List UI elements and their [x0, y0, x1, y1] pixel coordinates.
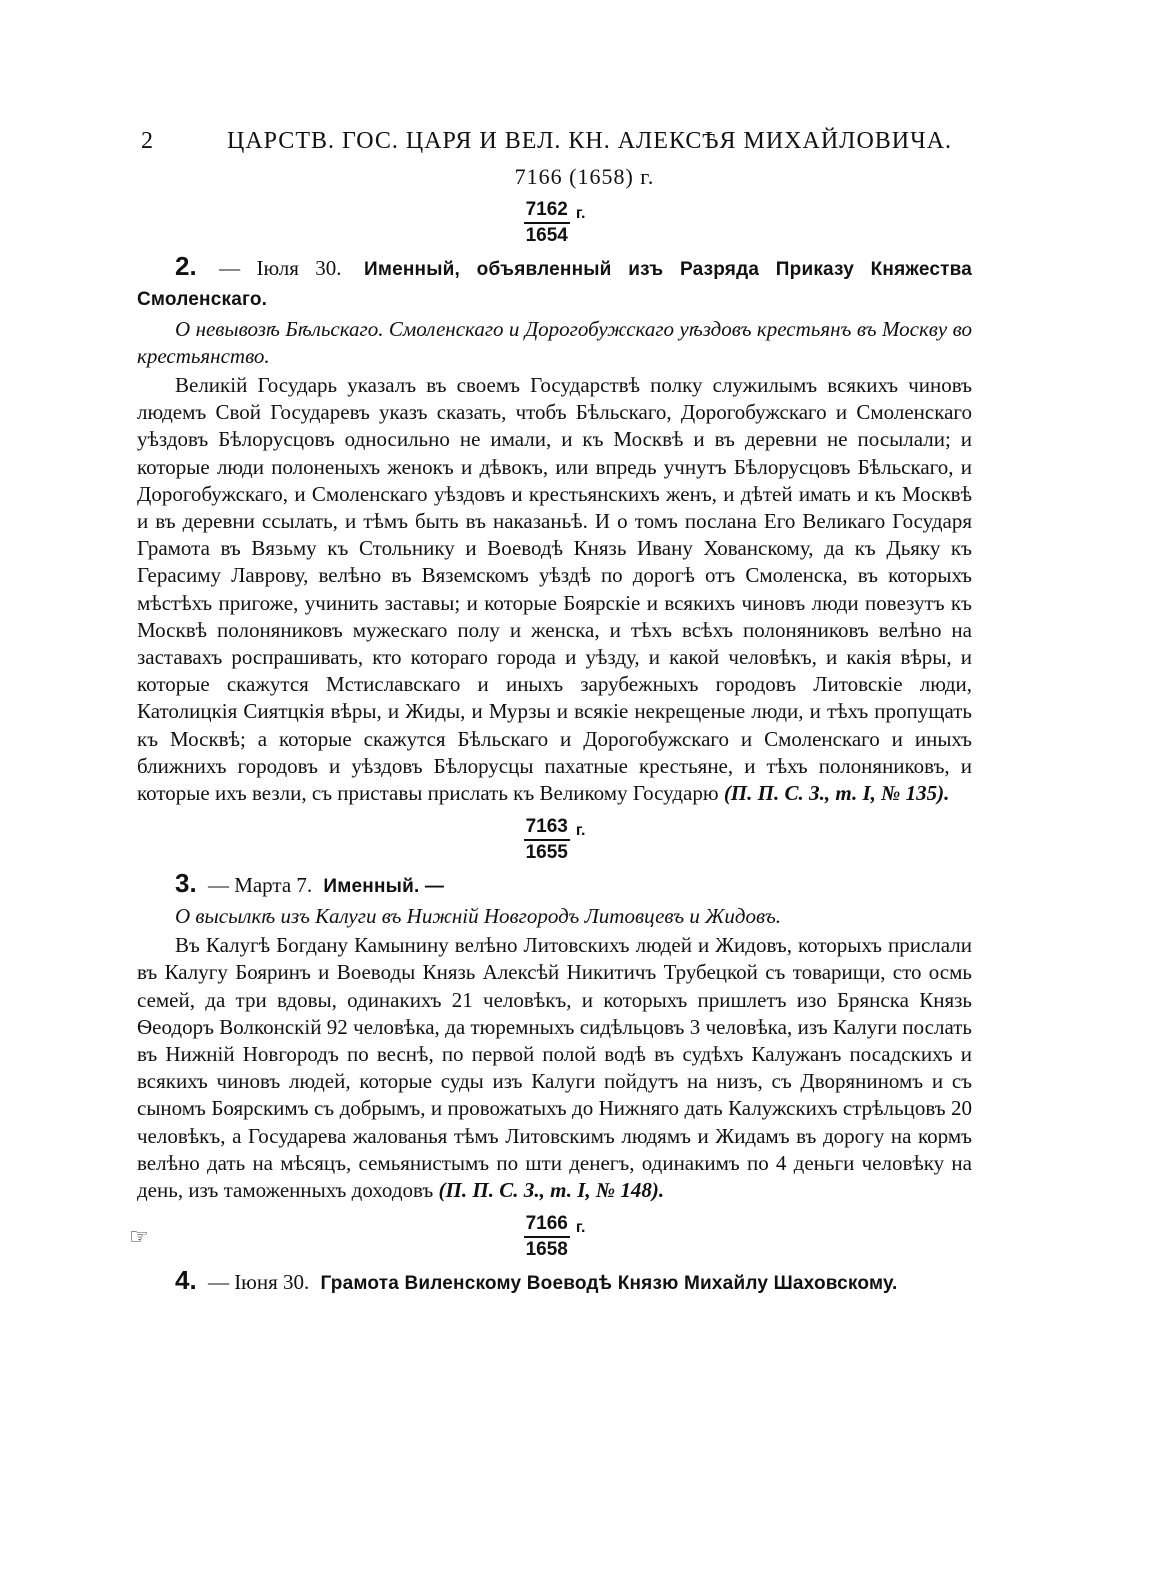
entry-body-text: Въ Калугѣ Богдану Камынину велѣно Литовскихъ людей и Жидовъ, которыхъ прислали въ Калугу Бояринъ и Воеводы Князь Алексѣй Никитичъ Трубецкой съ товарищи, сто осмь семей, да три вдовы, одинакихъ 21 человѣкъ, и которыхъ пришлетъ изо Брянска Князь Ѳеодоръ Волконскій 92 человѣка, да тюремныхъ сидѣльцовъ 3 человѣка, изъ Калуги послать въ Нижній Новгородъ по веснѣ, по первой полой водѣ въ судѣхъ Калужанъ посадскихъ и всякихъ чиновъ людей, которые суды изъ Калуги пойдутъ на низъ, съ Дворяниномъ и съ сыномъ Боярскимъ съ добрымъ, и провожатыхъ до Нижняго дать Калужскихъ стрѣльцовъ 20 человѣкъ, а Государева жалованья тѣмъ Литовскимъ людямъ и Жидамъ въ дорогу на кормъ велѣно дать на мѣсяцъ, семьянистымъ по шти денегъ, одинакимъ по 4 деньги человѣку на день, изъ таможенныхъ доходовъ [137, 933, 972, 1203]
running-title: ЦАРСТВ. ГОС. ЦАРЯ И ВЕЛ. КН. АЛЕКСѢЯ МИХАЙЛОВИЧА. [227, 128, 953, 154]
year-suffix: г. [575, 822, 586, 840]
entry-citation: (П. П. С. З., т. I, № 148). [438, 1178, 665, 1203]
entry-type: Грамота Виленскому Воеводѣ Князю Михайлу Шаховскому. [320, 1273, 898, 1295]
year-heading [137, 200, 972, 246]
entry-summary: О высылкѣ изъ Калуги въ Нижній Новгородъ Литовцевъ и Жидовъ. [175, 904, 782, 929]
entry-summary: О невывозѣ Бѣльскаго. Смоленскаго и Дорогобужскаго уѣздовъ крестьянъ въ Москву во крестьянство. [137, 317, 972, 368]
entry-type: Именный. — [323, 876, 445, 898]
entry-citation: (П. П. С. З., т. I, № 135). [723, 781, 950, 806]
year-mundi: 7166 [524, 1214, 570, 1238]
entry-heading [137, 1266, 972, 1298]
page-number: 2 [141, 128, 154, 154]
year-mundi: 7162 [524, 200, 570, 224]
entry-body [137, 372, 972, 807]
marginal-pointer-icon: ☞ [129, 1224, 149, 1250]
year-fraction [524, 1214, 570, 1260]
entry-date: — Іюля 30. [219, 256, 342, 280]
year-fraction [524, 200, 570, 246]
year-ad: 1658 [525, 1239, 568, 1261]
year-fraction [524, 817, 570, 863]
year-heading [137, 817, 972, 863]
entry-body-text: Великій Государь указалъ въ своемъ Государствѣ полку служилымъ всякихъ чиновъ людемъ Свой Государевъ указъ сказать, чтобъ Бѣльскаго, Дорогобужскаго и Смоленскаго уѣздовъ Бѣлорусцовъ односильно не имали, и къ Москвѣ и въ деревни не посылали; и которые люди полоненыхъ женокъ и дѣвокъ, или впредь учнутъ Бѣлорусцовъ Бѣльскаго, и Дорогобужскаго, и Смоленскаго уѣздовъ и крестьянскихъ женъ, и дѣтей имать и къ Москвѣ и въ деревни ссылать, и тѣмъ быть въ наказаньѣ. И о томъ послана Его Великаго Государя Грамота въ Вязьму къ Стольнику и Воеводѣ Князь Ивану Хованскому, да къ Дьяку къ Герасиму Лаврову, велѣно въ Вяземскомъ уѣздѣ по дорогѣ отъ Смоленска, въ которыхъ мѣстѣхъ пригоже, учинить заставы; и которые Боярскіе и всякихъ чиновъ люди повезутъ къ Москвѣ полоняниковъ мужескаго полу и женска, и тѣхъ всѣхъ полоняниковъ велѣно на заставахъ роспрашивать, кто котораго города и уѣзду, и какой человѣкъ, и какія вѣры, и которые скажутся Мстиславскаго и иныхъ зарубежныхъ городовъ Литовскіе люди, Католицкія Сиятцкія вѣры, и Жиды, и Мурзы и всякіе некрещеные люди, и тѣхъ пропущать къ Москвѣ; а которые скажутся Бѣльскаго и Дорогобужскаго и Смоленскаго и иныхъ ближнихъ городовъ и уѣздовъ Бѣлорусцы пахатные крестьяне, и тѣхъ полоняниковъ, и которые ихъ везли, съ приставы прислать къ Великому Государю [137, 373, 972, 806]
year-suffix: г. [575, 1219, 586, 1237]
year-mundi: 7163 [524, 817, 570, 841]
entry-heading [137, 869, 972, 901]
entry-date: — Марта 7. [207, 873, 313, 898]
entry-type: Именный, объявленный изъ Разряда Приказу Княжества Смоленскаго. [137, 259, 972, 310]
entry-number: 3. [175, 868, 197, 899]
entry-number: 4. [175, 1265, 197, 1296]
entry-number: 2. [175, 251, 197, 281]
running-head [137, 128, 972, 162]
document-page [129, 128, 972, 1298]
year-heading [129, 1213, 972, 1261]
year-ad: 1655 [525, 842, 568, 864]
year-suffix: г. [575, 205, 586, 222]
year-ad: 1654 [525, 225, 568, 246]
entry-date: — Іюня 30. [207, 1270, 310, 1295]
entry-heading [137, 252, 972, 314]
running-year: 7166 (1658) г. [514, 164, 655, 189]
entry-body [137, 932, 972, 1204]
